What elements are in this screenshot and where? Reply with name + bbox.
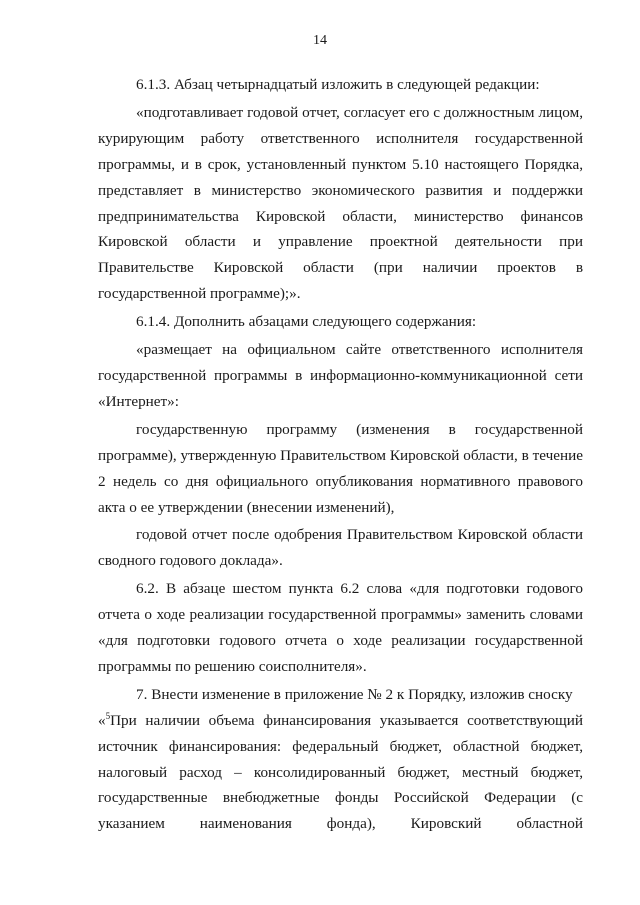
document-body bbox=[98, 72, 583, 837]
footnote-marker: 5 bbox=[105, 710, 111, 721]
paragraph-7-heading: 7. Внести изменение в приложение № 2 к Порядку, изложив сноску bbox=[136, 685, 573, 703]
paragraph-state-program: государственную программу (изменения в государственной программе), утвержденную Правительством Кировской области, в течение 2 недель со дня официального опубликования нормативного правового акта о ее утверждении (внесении изменений), bbox=[98, 420, 583, 516]
paragraph-6-1-4-heading: 6.1.4. Дополнить абзацами следующего содержания: bbox=[136, 313, 477, 331]
page-number: 14 bbox=[313, 33, 327, 48]
paragraph-6-1-3-heading: 6.1.3. Абзац четырнадцатый изложить в следующей редакции: bbox=[136, 76, 540, 93]
footnote-open-quote: « bbox=[98, 711, 106, 729]
paragraph-footnote-text bbox=[98, 708, 583, 838]
paragraph-6-2: 6.2. В абзаце шестом пункта 6.2 слова «для подготовки годового отчета о ходе реализации государственной программы» заменить словами «для подготовки годового отчета о ходе реализации государственной программы по решению соисполнителя». bbox=[98, 580, 583, 675]
footnote-body: При наличии объема финансирования указывается соответствующий источник финансирования: федеральный бюджет, областной бюджет, налоговый расход – консолидированный бюджет, местный бюджет, государственные внебюджетные фонды Российской Федерации (с указанием наименования фонда), Кировский областной bbox=[98, 711, 583, 833]
paragraph-annual-report-approval: годовой отчет после одобрения Правительством Кировской области сводного годового доклада». bbox=[98, 526, 583, 570]
paragraph-publish-internet: «размещает на официальном сайте ответственного исполнителя государственной программы в информационно-коммуникационной сети «Интернет»: bbox=[98, 341, 583, 410]
paragraph-annual-report: «подготавливает годовой отчет, согласует его с должностным лицом, курирующим работу ответственного исполнителя государственной программы, и в срок, установленный пунктом 5.10 настоящего Порядка, представляет в министерство экономического развития и поддержки предпринимательства Кировской области, министерство финансов Кировской области и управление проектной деятельности при Правительстве Кировской области (при наличии проектов в государственной программе);». bbox=[98, 103, 583, 303]
